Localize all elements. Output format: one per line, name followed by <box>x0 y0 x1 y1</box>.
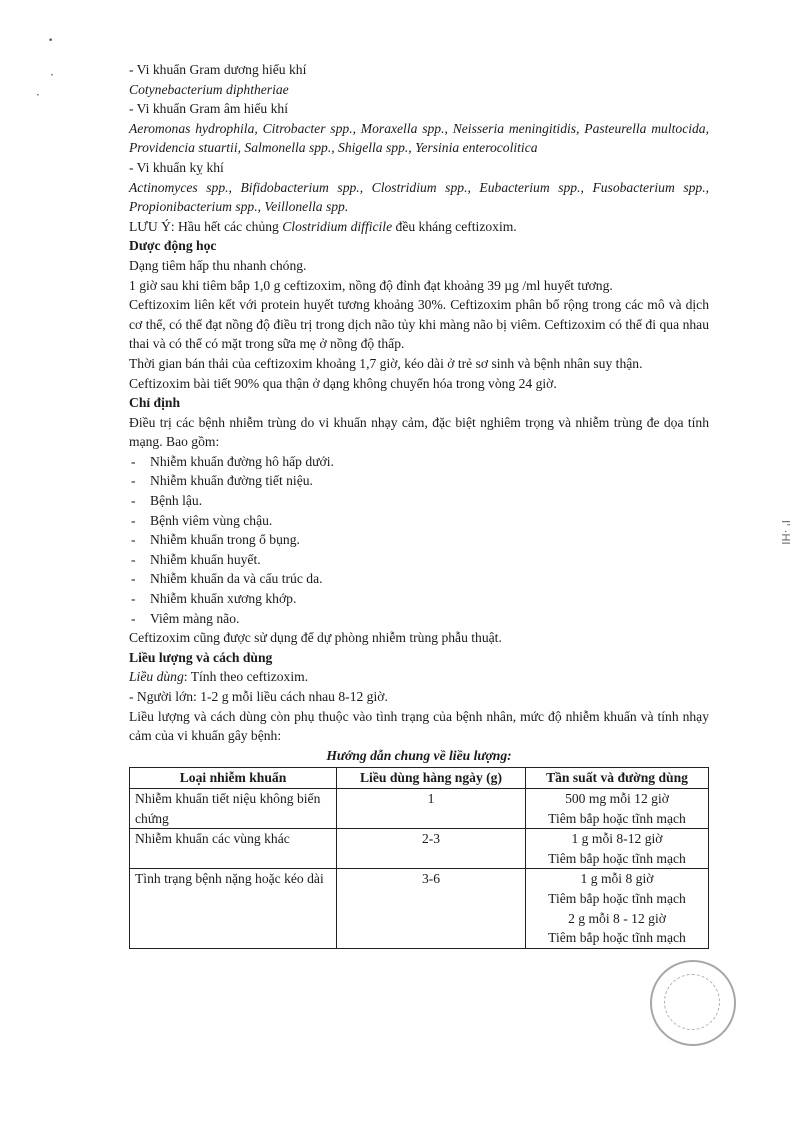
cell-frequency-route <box>526 869 709 948</box>
margin-dot-mid: · <box>50 68 54 82</box>
indication-item: - Nhiễm khuẩn trong ổ bụng. <box>129 530 709 550</box>
dose-text: : Tính theo ceftizoxim. <box>183 669 309 685</box>
freq-line: 1 g mỗi 8 giờ <box>580 871 654 887</box>
indication-item: - Nhiễm khuẩn xương khớp. <box>129 589 709 609</box>
indication-item: - Bệnh lậu. <box>129 491 709 511</box>
dose-line <box>129 667 709 687</box>
table-row <box>130 829 709 869</box>
indication-item: - Viêm màng não. <box>129 609 709 629</box>
header-daily-dose: Liều dùng hàng ngày (g) <box>337 768 526 789</box>
cell-daily-dose: 3-6 <box>337 869 526 948</box>
indication-item: - Nhiễm khuẩn đường hô hấp dưới. <box>129 452 709 472</box>
dosage-table <box>129 767 709 948</box>
margin-dot-top: • <box>48 36 54 46</box>
gram-positive-aerobic-heading: - Vi khuẩn Gram dương hiếu khí <box>129 62 307 77</box>
freq-line: 2 g mỗi 8 - 12 giờ <box>568 910 666 926</box>
pk-paragraph: Ceftizoxim bài tiết 90% qua thận ở dạng không chuyển hóa trong vòng 24 giờ. <box>129 375 557 391</box>
freq-line: 1 g mỗi 8-12 giờ <box>571 831 663 847</box>
cell-frequency-route <box>526 829 709 869</box>
table-row <box>130 788 709 828</box>
anaerobic-heading: - Vi khuẩn kỵ khí <box>129 159 224 175</box>
scanned-edge-text: I' ·HΙ <box>779 520 792 545</box>
cell-daily-dose: 2-3 <box>337 829 526 869</box>
indications-intro: Điều trị các bệnh nhiễm trùng do vi khuẩn nhạy cảm, đặc biệt nghiêm trọng và nhiễm trùng đe dọa tính mạng. Bao gồm: <box>129 414 709 450</box>
indications-heading: Chỉ định <box>129 395 181 411</box>
pk-paragraph: Ceftizoxim liên kết với protein huyết tương khoảng 30%. Ceftizoxim phân bố rộng trong các mô và dịch cơ thể, có thể đạt nồng độ điều trị trong dịch não tủy khi màng não bị viêm. Ceftizoxim có thể đi qua nhau thai và có thể có mặt trong sữa mẹ ở nồng độ thấp. <box>129 297 709 352</box>
pharmacokinetics-heading: Dược động học <box>129 238 217 254</box>
gram-negative-aerobic-heading: - Vi khuẩn Gram âm hiếu khí <box>129 101 289 117</box>
anaerobic-species: Actinomyces spp., Bifidobacterium spp., Clostridium spp., Eubacterium spp., Fusobacterium spp., Propionibacterium spp., Veillonella spp. <box>129 179 709 215</box>
pk-paragraph: 1 giờ sau khi tiêm bắp 1,0 g ceftizoxim, nồng độ đỉnh đạt khoảng 39 µg /ml huyết tương. <box>129 277 613 293</box>
note-species: Clostridium difficile <box>282 218 393 234</box>
freq-line: Tiêm bắp hoặc tĩnh mạch <box>548 930 686 946</box>
gram-positive-species: Cotynebacterium diphtheriae <box>129 81 289 97</box>
table-header-row <box>130 768 709 789</box>
cell-infection-type: Tình trạng bệnh nặng hoặc kéo dài <box>130 869 337 948</box>
header-infection-type: Loại nhiễm khuẩn <box>130 768 337 789</box>
table-row <box>130 869 709 948</box>
indication-item: - Bệnh viêm vùng chậu. <box>129 511 709 531</box>
indication-item: - Nhiễm khuẩn huyết. <box>129 550 709 570</box>
adult-dose: - Người lớn: 1-2 g mỗi liều cách nhau 8-12 giờ. <box>129 689 388 704</box>
pk-paragraph: Thời gian bán thải của ceftizoxim khoảng 1,7 giờ, kéo dài ở trẻ sơ sinh và bệnh nhân suy thận. <box>129 355 643 371</box>
freq-line: Tiêm bắp hoặc tĩnh mạch <box>548 850 686 866</box>
cell-infection-type: Nhiễm khuẩn tiết niệu không biến chứng <box>130 788 337 828</box>
indication-item: - Nhiễm khuẩn đường tiết niệu. <box>129 471 709 491</box>
freq-line: 500 mg mỗi 12 giờ <box>565 790 669 806</box>
official-seal-stamp <box>650 960 736 1046</box>
indications-list <box>129 452 709 628</box>
indication-item: - Nhiễm khuẩn da và cấu trúc da. <box>129 569 709 589</box>
prophylaxis-note: Ceftizoxim cũng được sử dụng để dự phòng nhiễm trùng phẫu thuật. <box>129 630 502 646</box>
dosage-heading: Liều lượng và cách dùng <box>129 649 273 665</box>
resistance-note <box>129 217 709 237</box>
pk-paragraph: Dạng tiêm hấp thu nhanh chóng. <box>129 257 307 273</box>
table-title: Hướng dẫn chung về liều lượng: <box>326 747 512 763</box>
cell-infection-type: Nhiễm khuẩn các vùng khác <box>130 829 337 869</box>
header-frequency-route: Tần suất và đường dùng <box>526 768 709 789</box>
freq-line: Tiêm bắp hoặc tĩnh mạch <box>548 810 686 826</box>
note-prefix: LƯU Ý: Hầu hết các chủng <box>129 218 283 234</box>
document-body <box>129 60 709 949</box>
cell-daily-dose: 1 <box>337 788 526 828</box>
gram-negative-species: Aeromonas hydrophila, Citrobacter spp., Moraxella spp., Neisseria meningitidis, Pasteurella multocida, Providencia stuartii, Salmonella spp., Shigella spp., Yersinia enterocolitica <box>129 120 709 156</box>
cell-frequency-route <box>526 788 709 828</box>
note-suffix: đều kháng ceftizoxim. <box>392 218 517 234</box>
dose-label: Liều dùng <box>129 669 184 685</box>
dosage-note: Liều lượng và cách dùng còn phụ thuộc vào tình trạng của bệnh nhân, mức độ nhiễm khuẩn và tính nhạy cảm của vi khuẩn gây bệnh: <box>129 708 709 744</box>
freq-line: Tiêm bắp hoặc tĩnh mạch <box>548 890 686 906</box>
seal-inner-ring <box>664 974 720 1030</box>
margin-dot-low: · <box>36 88 40 102</box>
